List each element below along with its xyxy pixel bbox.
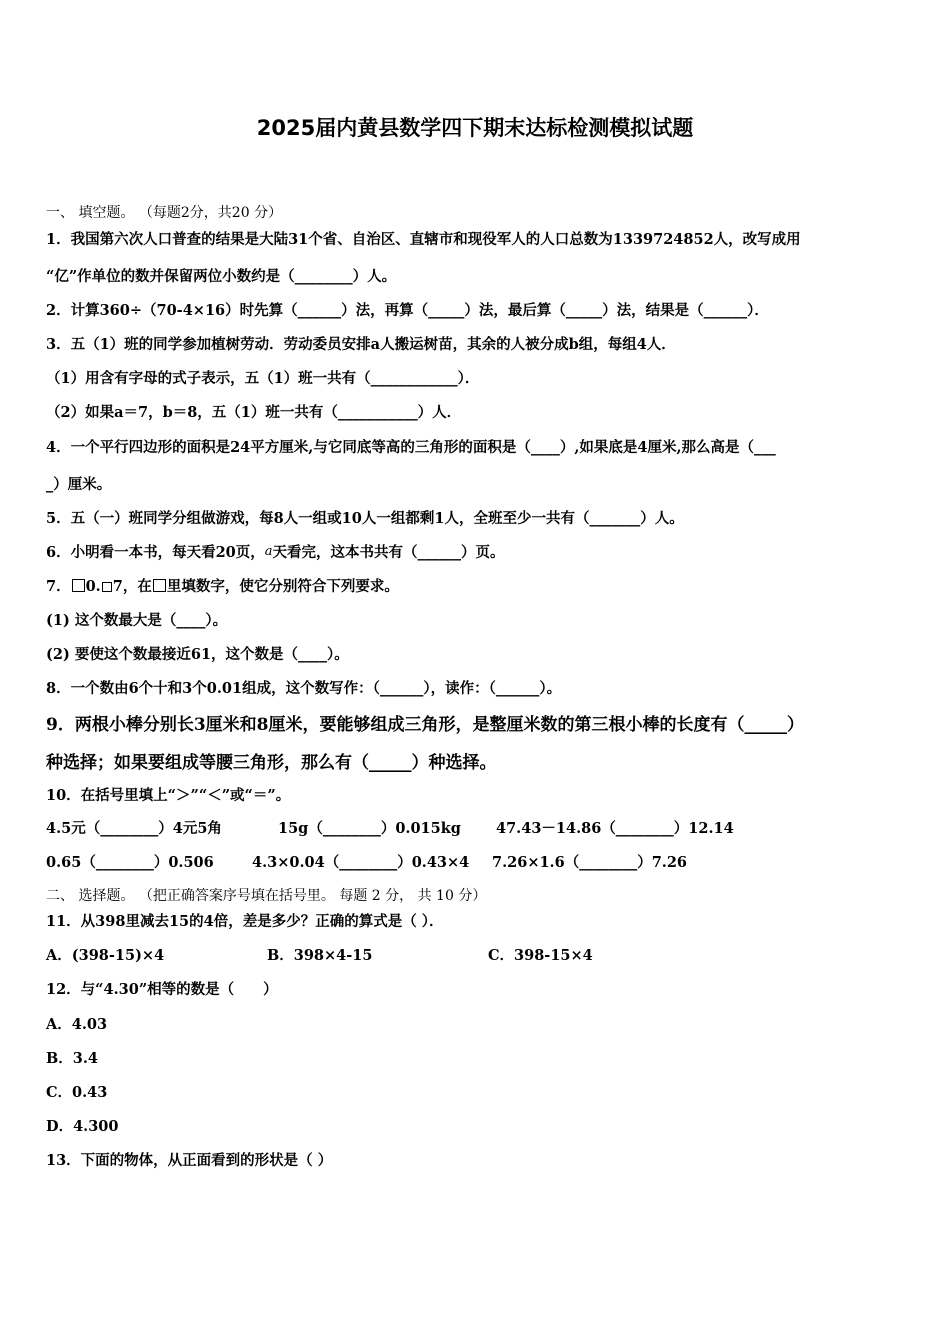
q4-line2: _）厘米。 — [46, 476, 112, 493]
q5-text: 5．五（一）班同学分组做游戏，每8人一组或10人一组都剩1人，全班至少一共有（_______）人。 — [46, 510, 684, 527]
q2-text: 2．计算360÷（70-4×16）时先算（______）法，再算（_____）法，最后算（_____）法，结果是（______）． — [46, 302, 769, 319]
q11-text: 11．从398里减去15的4倍，差是多少？正确的算式是（ ）． — [46, 913, 444, 930]
q6-before: 6．小明看一本书，每天看20页， — [46, 544, 265, 561]
q10-row1-item: 4.5元（________）4元5角 — [46, 820, 222, 837]
blank-box-icon — [72, 579, 85, 592]
q10-row1-item: 47.43－14.86（________）12.14 — [496, 820, 734, 837]
section-2-heading: 二、 选择题。 （把正确答案序号填在括号里。 每题 2 分， 共 10 分） — [46, 888, 487, 904]
q4-line1: 4．一个平行四边形的面积是24平方厘米,与它同底等高的三角形的面积是（____）,如果底是4厘米,那么高是（___ — [46, 439, 776, 456]
section-1-heading: 一、 填空题。 （每题2分，共20 分） — [46, 205, 283, 221]
q7-after2: 里填数字，使它分别符合下列要求。 — [166, 578, 399, 595]
q12-option-a: A．4.03 — [46, 1016, 108, 1033]
q10-row1-item: 15g（________）0.015kg — [278, 820, 461, 837]
q7-mid: 0. — [85, 578, 101, 595]
q1-line2: “亿”作单位的数并保留两位小数约是（________）人。 — [46, 268, 397, 285]
page-title: 2025届内黄县数学四下期末达标检测模拟试题 — [256, 116, 694, 140]
q11-option-b: B．398×4-15 — [267, 947, 373, 964]
q11-option-a: A．(398-15)×4 — [46, 947, 165, 964]
q9-line2: 种选择；如果要组成等腰三角形，那么有（_____）种选择。 — [46, 753, 497, 773]
q3-text: 3．五（1）班的同学参加植树劳动．劳动委员安排a人搬运树苗，其余的人被分成b组，每组4人． — [46, 336, 676, 353]
q7-after: 7，在 — [112, 578, 152, 595]
q7-sub1: (1) 这个数最大是（____）。 — [46, 612, 228, 629]
q3-sub2: （2）如果a＝7，b＝8，五（1）班一共有（___________）人． — [46, 404, 462, 421]
q1-line1: 1．我国第六次人口普查的结果是大陆31个省、自治区、直辖市和现役军人的人口总数为1339724852人，改写成用 — [46, 231, 801, 248]
q7-text — [46, 575, 399, 596]
q3-sub1: （1）用含有字母的式子表示，五（1）班一共有（____________）． — [46, 370, 480, 387]
q10-row2-item: 4.3×0.04（________）0.43×4 — [252, 854, 470, 871]
q7-sub2: (2) 要使这个数最接近61，这个数是（____）。 — [46, 646, 349, 663]
q11-option-c: C．398-15×4 — [488, 947, 593, 964]
q9-line1: 9．两根小棒分别长3厘米和8厘米，要能够组成三角形，是整厘米数的第三根小棒的长度有（_____） — [46, 715, 804, 735]
q6-after: 天看完，这本书共有（______）页。 — [272, 544, 505, 561]
blank-box-icon — [153, 579, 166, 592]
q10-text: 10．在括号里填上“＞”“＜”或“＝”。 — [46, 787, 291, 804]
q6-variable: a — [264, 544, 273, 559]
q12-option-b: B．3.4 — [46, 1050, 98, 1067]
q12-option-c: C．0.43 — [46, 1084, 108, 1101]
blank-box-icon — [102, 582, 112, 592]
q13-text: 13．下面的物体，从正面看到的形状是（ ） — [46, 1152, 333, 1169]
q10-row2-item: 7.26×1.6（________）7.26 — [492, 854, 688, 871]
q7-prefix: 7． — [46, 578, 71, 595]
q12-option-d: D．4.300 — [46, 1118, 119, 1135]
q6-text — [46, 541, 505, 562]
q12-text: 12．与“4.30”相等的数是（ ） — [46, 981, 278, 998]
q8-text: 8．一个数由6个十和3个0.01组成，这个数写作：（______），读作：（______）。 — [46, 680, 562, 697]
q10-row2-item: 0.65（________）0.506 — [46, 854, 214, 871]
